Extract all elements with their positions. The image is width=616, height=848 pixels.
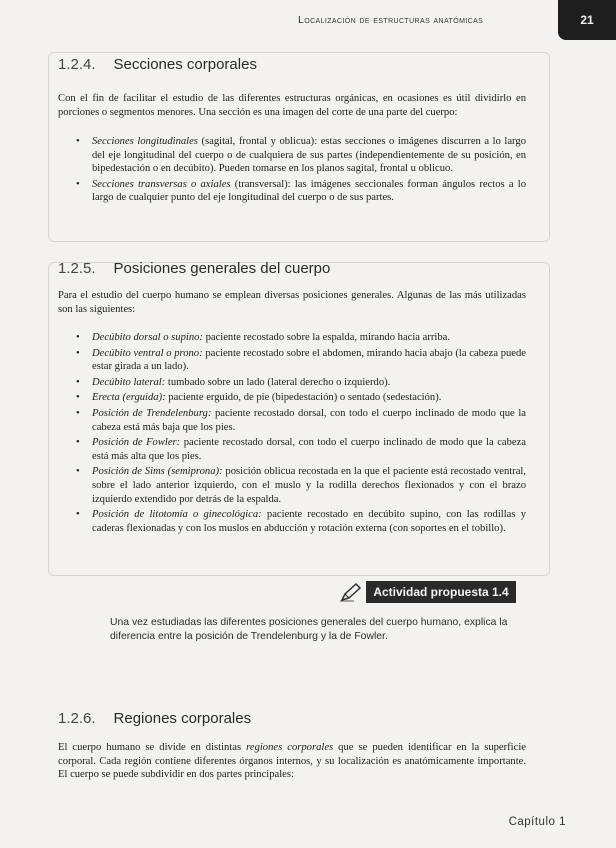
section-number: 1.2.4. xyxy=(58,56,96,73)
sections-list xyxy=(76,135,526,207)
list-item: • Decúbito lateral: tumbado sobre un lado (lateral derecho o izquierdo). xyxy=(76,376,391,388)
list-item: • Erecta (erguida): paciente erguido, de pie (bipedestación) o sentado (sedestación). xyxy=(76,392,442,404)
list-item: • Decúbito dorsal o supino: paciente recostado sobre la espalda, mirando hacia arriba. xyxy=(76,332,451,343)
list-item: • Secciones longitudinales (sagital, frontal y oblicua): estas secciones o imágenes discurren a lo largo del eje longitudinal del cuerpo o de cualquiera de sus partes (independientemente de su posición, en bipedestación o en decúbito). Pueden tomarse en los planos sagital, frontal u oblicuo. xyxy=(76,136,526,175)
section-intro: El cuerpo humano se divide en distintas regiones corporales que se pueden identificar en la superficie corporal. Cada región contiene diferentes órganos internos, y su localización es anatómicamente importante. El cuerpo se puede subdividir en dos partes principales: xyxy=(58,742,526,781)
bullet-icon: • xyxy=(76,332,80,343)
activity-text: Una vez estudiadas las diferentes posiciones generales del cuerpo humano, explica la diferencia entre la posición de Trendelenburg y la de Fowler. xyxy=(110,617,508,642)
section-number: 1.2.6. xyxy=(58,710,96,727)
page-number: 21 xyxy=(558,0,616,40)
section-title: Regiones corporales xyxy=(113,710,252,727)
list-item: • Posición de Sims (semiprona): posición oblicua recostada en la que el paciente está recostado ventral, sobre el lado anterior izquierdo, con el muslo y la rodilla derechos flexionados y con el brazo izquierdo extendido por detrás de la espalda. xyxy=(76,466,526,505)
positions-list xyxy=(76,331,526,537)
running-header: Localización de estructuras anatómicas xyxy=(298,14,484,26)
pencil-icon xyxy=(340,582,362,602)
bullet-icon: • xyxy=(76,407,80,419)
section-number: 1.2.5. xyxy=(58,260,96,277)
bullet-icon: • xyxy=(76,376,80,388)
list-item: • Posición de Trendelenburg: paciente recostado dorsal, con todo el cuerpo inclinado de modo que la cabeza está más baja que los pies. xyxy=(76,407,526,433)
section-title: Secciones corporales xyxy=(113,56,257,73)
section-heading-1-2-6 xyxy=(58,710,251,727)
section-intro: Con el fin de facilitar el estudio de las diferentes estructuras orgánicas, en ocasiones es útil dividirlo en porciones o segmentos menores. Una sección es una imagen del corte de una parte del cuerpo: xyxy=(58,93,526,118)
bullet-icon: • xyxy=(76,509,80,521)
bullet-icon: • xyxy=(76,392,80,404)
list-item: • Decúbito ventral o prono: paciente recostado sobre el abdomen, mirando hacia abajo (la cabeza puede estar girada a un lado). xyxy=(76,347,526,373)
section-heading-1-2-4 xyxy=(58,56,257,73)
bullet-icon: • xyxy=(76,437,80,449)
chapter-footer: Capítulo 1 xyxy=(508,816,566,828)
section-title: Posiciones generales del cuerpo xyxy=(113,260,331,277)
bullet-icon: • xyxy=(76,178,80,190)
section-heading-1-2-5 xyxy=(58,260,330,277)
section-intro: Para el estudio del cuerpo humano se emplean diversas posiciones generales. Algunas de las más utilizadas son las siguientes: xyxy=(58,290,526,315)
bullet-icon: • xyxy=(76,347,80,359)
list-item: • Posición de litotomía o ginecológica: paciente recostado en decúbito supino, con las rodillas y caderas flexionadas y con los muslos en abducción y rotación externa (con soportes en el tobillo). xyxy=(76,509,527,534)
list-item: • Secciones transversas o axiales (transversal): las imágenes seccionales forman ángulos rectos a lo largo de cualquier punto del eje longitudinal del cuerpo o de sus partes. xyxy=(76,178,527,204)
list-item: • Posición de Fowler: paciente recostado dorsal, con todo el cuerpo inclinado de modo que la cabeza está más alta que los pies. xyxy=(76,437,526,462)
bullet-icon: • xyxy=(76,136,80,147)
bullet-icon: • xyxy=(76,466,80,478)
activity-banner: Actividad propuesta 1.4 xyxy=(366,581,516,603)
